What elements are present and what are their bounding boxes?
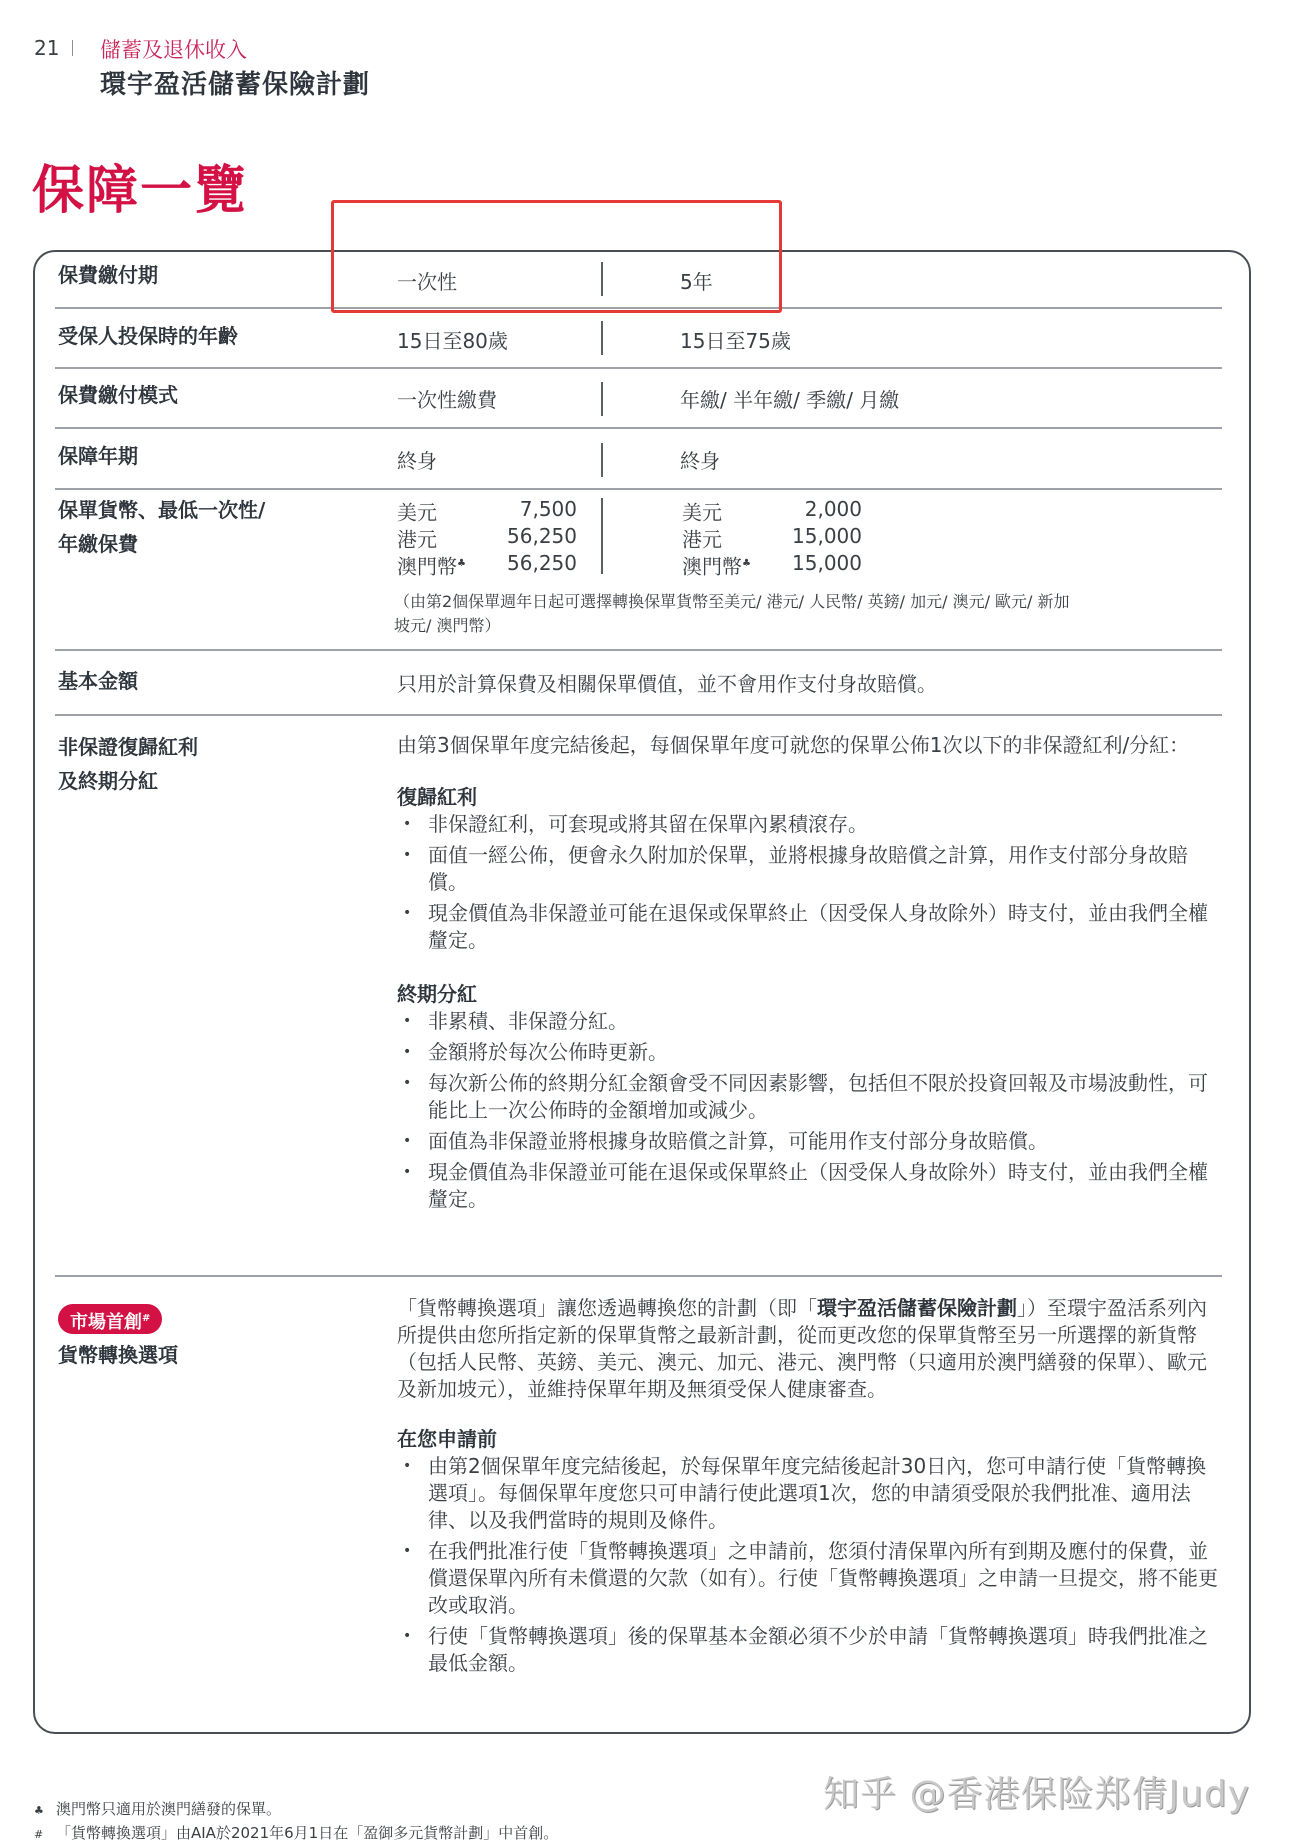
currency-name: 美元: [682, 500, 722, 525]
label-payment-mode: 保費繳付模式: [58, 383, 178, 407]
min-premium-single-list: [397, 496, 577, 577]
row-divider: [55, 714, 1222, 716]
list-item: • 面值為非保證並將根據身故賠償之計算，可能用作支付部分身故賠償。: [397, 1128, 1222, 1155]
currency-amount: 15,000: [792, 551, 862, 575]
plan-name: 環宇盈活儲蓄保險計劃: [100, 70, 371, 100]
list-item: • 由第2個保單年度完結後起，於每保單年度完結後起計30日內，您可申請行使「貨幣轉換選項」。每個保單年度您只可申請行使此選項1次，您的申請須受限於我們批准、適用法律、以及我們當時的規則及條件。: [397, 1453, 1222, 1534]
currency-switch-intro: 「貨幣轉換選項」讓您透過轉換您的計劃（即「環宇盈活儲蓄保險計劃」）至環宇盈活系列內所提供由您所指定新的保單貨幣之最新計劃，從而更改您的保單貨幣至另一所選擇的新貨幣（包括人民幣、英鎊、美元、澳元、加元、港元、澳門幣（只適用於澳門繕發的保單）、歐元及新加坡元），並維持保單年期及無須受保人健康審查。: [397, 1296, 1207, 1401]
note-line: （由第2個保單週年日起可選擇轉換保單貨幣至美元/ 港元/ 人民幣/ 英鎊/ 加元/ 澳元/ 歐元/ 新加: [394, 592, 1070, 611]
row-divider: [55, 488, 1222, 490]
reversionary-bullets: [397, 811, 1222, 954]
value-notional-amount: 只用於計算保費及相關保單價值，並不會用作支付身故賠償。: [397, 672, 937, 696]
currency-row: [682, 496, 862, 523]
label-benefit-term: 保障年期: [58, 444, 138, 468]
column-divider: [601, 382, 603, 416]
column-divider: [601, 498, 603, 574]
reversionary-heading: 復歸紅利: [397, 785, 477, 809]
row-divider: [55, 367, 1222, 369]
value-payment-mode-single: 一次性繳費: [397, 388, 497, 412]
currency-switch-note: [394, 590, 1224, 638]
currency-amount: 15,000: [792, 524, 862, 548]
row-divider: [55, 427, 1222, 429]
list-item: • 行使「貨幣轉換選項」後的保單基本金額必須不少於申請「貨幣轉換選項」時我們批准之最低金額。: [397, 1623, 1222, 1677]
value-issue-age-single: 15日至80歲: [397, 329, 508, 353]
currency-row: [682, 550, 862, 577]
page-title: 保障一覽: [32, 161, 249, 221]
list-item: • 非累積、非保證分紅。: [397, 1008, 1222, 1035]
currency-amount: 56,250: [507, 524, 577, 548]
currency-name: 澳門幣♣: [682, 554, 751, 579]
header-divider: [72, 40, 73, 56]
category-label: 儲蓄及退休收入: [100, 38, 247, 62]
currency-row: [397, 550, 577, 577]
column-divider: [601, 443, 603, 477]
value-payment-mode-5yr: 年繳/ 半年繳/ 季繳/ 月繳: [680, 388, 900, 412]
currency-name: 港元: [682, 527, 722, 552]
terminal-bullets: [397, 1008, 1222, 1213]
terminal-heading: 終期分紅: [397, 982, 477, 1006]
label-notional-amount: 基本金額: [58, 669, 138, 693]
row-divider: [55, 649, 1222, 651]
dividends-intro: 由第3個保單年度完結後起，每個保單年度可就您的保單公佈1次以下的非保證紅利/分紅：: [397, 733, 1190, 757]
label-min-premium-2: 年繳保費: [58, 532, 138, 556]
value-benefit-term-5yr: 終身: [680, 449, 720, 473]
label-payment-term: 保費繳付期: [58, 263, 158, 287]
highlight-annotation-box: [331, 200, 782, 313]
label-issue-age: 受保人投保時的年齡: [58, 324, 238, 348]
value-issue-age-5yr: 15日至75歲: [680, 329, 791, 353]
footnote-mop: ♣ 澳門幣只適用於澳門繕發的保單。: [34, 1800, 282, 1818]
row-divider: [55, 1275, 1222, 1277]
currency-amount: 2,000: [804, 497, 862, 521]
label-dividends-1: 非保證復歸紅利: [58, 735, 198, 759]
currency-amount: 56,250: [507, 551, 577, 575]
value-payment-term-single: 一次性: [397, 270, 457, 294]
label-dividends-2: 及終期分紅: [58, 769, 158, 793]
dividends-content: [397, 732, 1222, 1217]
list-item: • 面值一經公佈，便會永久附加於保單，並將根據身故賠償之計算，用作支付部分身故賠償。: [397, 842, 1222, 896]
currency-row: [397, 496, 577, 523]
currency-name: 美元: [397, 500, 437, 525]
label-min-premium-1: 保單貨幣、最低一次性/: [58, 498, 266, 522]
list-item: • 現金價值為非保證並可能在退保或保單終止（因受保人身故除外）時支付，並由我們全權釐定。: [397, 1159, 1222, 1213]
before-apply-heading: 在您申請前: [397, 1427, 497, 1451]
currency-row: [682, 523, 862, 550]
currency-name: 澳門幣♣: [397, 554, 466, 579]
min-premium-5yr-list: [682, 496, 862, 577]
page-number: 21: [34, 36, 60, 60]
currency-name: 港元: [397, 527, 437, 552]
currency-switch-content: [397, 1295, 1222, 1681]
footnote-currency-switch: # 「貨幣轉換選項」由AIA於2021年6月1日在「盈御多元貨幣計劃」中首創。: [34, 1824, 559, 1842]
list-item: • 金額將於每次公佈時更新。: [397, 1039, 1222, 1066]
value-payment-term-5yr: 5年: [680, 270, 713, 294]
list-item: • 非保證紅利，可套現或將其留在保單內累積滾存。: [397, 811, 1222, 838]
column-divider: [601, 321, 603, 355]
currency-row: [397, 523, 577, 550]
before-apply-bullets: [397, 1453, 1222, 1677]
watermark: 知乎 @香港保险郑倩Judy: [823, 1774, 1251, 1815]
list-item: • 每次新公佈的終期分紅金額會受不同因素影響，包括但不限於投資回報及市場波動性，可能比上一次公佈時的金額增加或減少。: [397, 1070, 1222, 1124]
list-item: • 現金價值為非保證並可能在退保或保單終止（因受保人身故除外）時支付，並由我們全權釐定。: [397, 900, 1222, 954]
market-first-badge: 市場首創#: [58, 1304, 162, 1334]
club-icon: ♣: [34, 1804, 44, 1817]
value-benefit-term-single: 終身: [397, 449, 437, 473]
currency-amount: 7,500: [519, 497, 577, 521]
list-item: • 在我們批准行使「貨幣轉換選項」之申請前，您須付清保單內所有到期及應付的保費，並償還保單內所有未償還的欠款（如有）。行使「貨幣轉換選項」之申請一旦提交，將不能更改或取消。: [397, 1538, 1222, 1619]
note-line: 坡元/ 澳門幣）: [394, 616, 501, 635]
label-currency-switch: 貨幣轉換選項: [58, 1343, 178, 1367]
